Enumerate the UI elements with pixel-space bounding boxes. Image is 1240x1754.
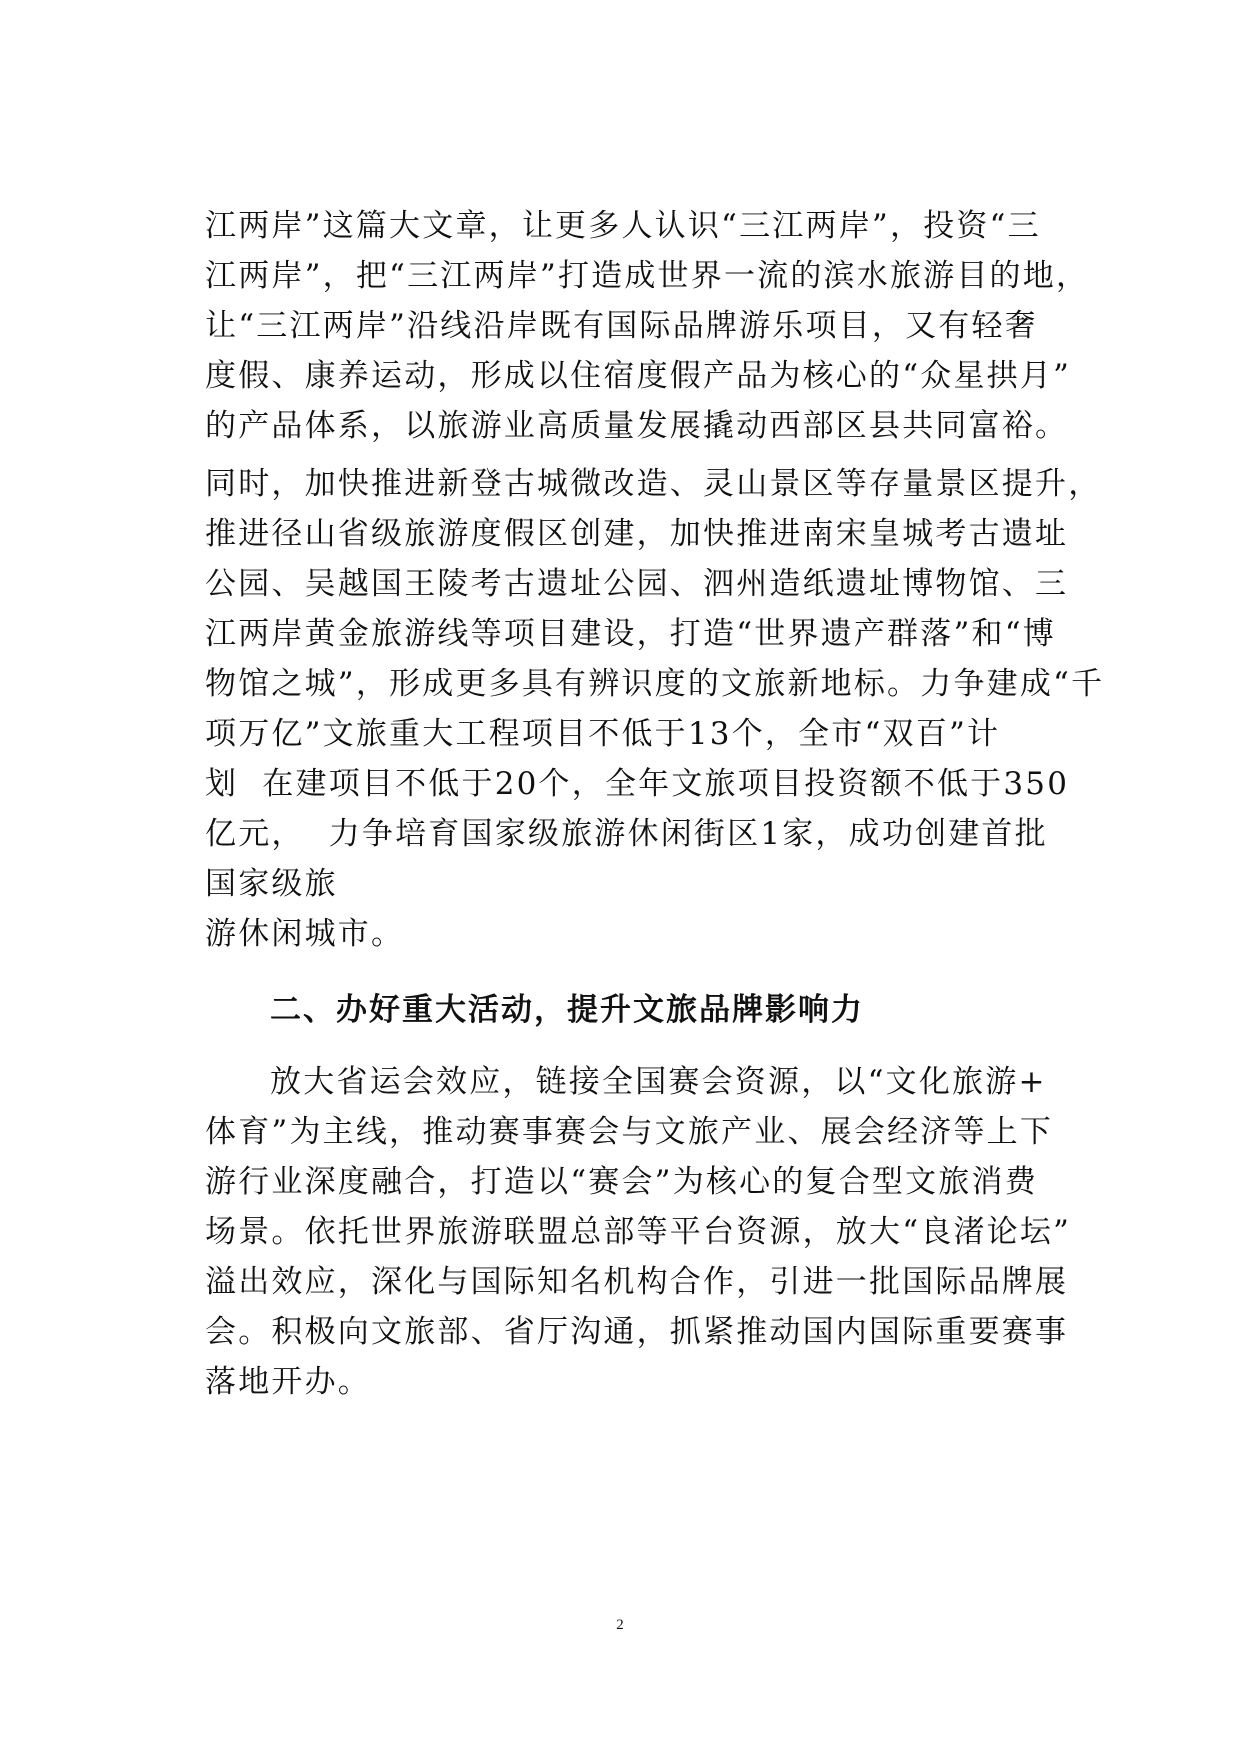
text-line: 亿元， 力争培育国家级旅游休闲街区1家，成功创建首批 [205,816,1048,852]
section-heading: 二、办好重大活动，提升文旅品牌影响力 [270,992,864,1028]
text-line: 的产品体系，以旅游业高质量发展撬动西部区县共同富裕。 [205,408,1069,444]
text-line: 推进径山省级旅游度假区创建，加快推进南宋皇城考古遗址 [205,516,1069,552]
page-number: 2 [616,1617,624,1633]
text-line: 让“三江两岸”沿线沿岸既有国际品牌游乐项目，又有轻奢 [205,308,1038,344]
text-line: 公园、吴越国王陵考古遗址公园、泗州造纸遗址博物馆、三 [205,566,1069,602]
text-line: 度假、康养运动，形成以住宿度假产品为核心的“众星拱月” [205,358,1072,394]
text-line: 会。积极向文旅部、省厅沟通，抓紧推动国内国际重要赛事 [205,1314,1069,1350]
text-line: 划 在建项目不低于20个，全年文旅项目投资额不低于350 [205,766,1070,802]
text-line: 放大省运会效应，链接全国赛会资源，以“文化旅游+ [270,1064,1047,1100]
text-line: 溢出效应，深化与国际知名机构合作，引进一批国际品牌展 [205,1264,1069,1300]
text-line: 江两岸黄金旅游线等项目建设，打造“世界遗产群落”和“博 [205,616,1056,652]
text-line: 江两岸”这篇大文章，让更多人认识“三江两岸”，投资“三 [205,208,1041,244]
text-line: 江两岸”，把“三江两岸”打造成世界一流的滨水旅游目的地， [205,258,1090,294]
text-line: 游行业深度融合，打造以“赛会”为核心的复合型文旅消费 [205,1164,1038,1200]
text-line: 体育”为主线，推动赛事赛会与文旅产业、展会经济等上下 [205,1114,1054,1150]
text-line: 项万亿”文旅重大工程项目不低于13个，全市“双百”计 [205,716,1001,752]
text-line: 落地开办。 [205,1364,371,1400]
text-line: 同时，加快推进新登古城微改造、灵山景区等存量景区提升， [205,466,1102,502]
text-line: 游休闲城市。 [205,916,405,952]
text-line: 场景。依托世界旅游联盟总部等平台资源，放大“良渚论坛” [205,1214,1072,1250]
text-line: 国家级旅 [205,866,338,902]
text-line: 物馆之城”，形成更多具有辨识度的文旅新地标。力争建成“千 [205,666,1105,702]
